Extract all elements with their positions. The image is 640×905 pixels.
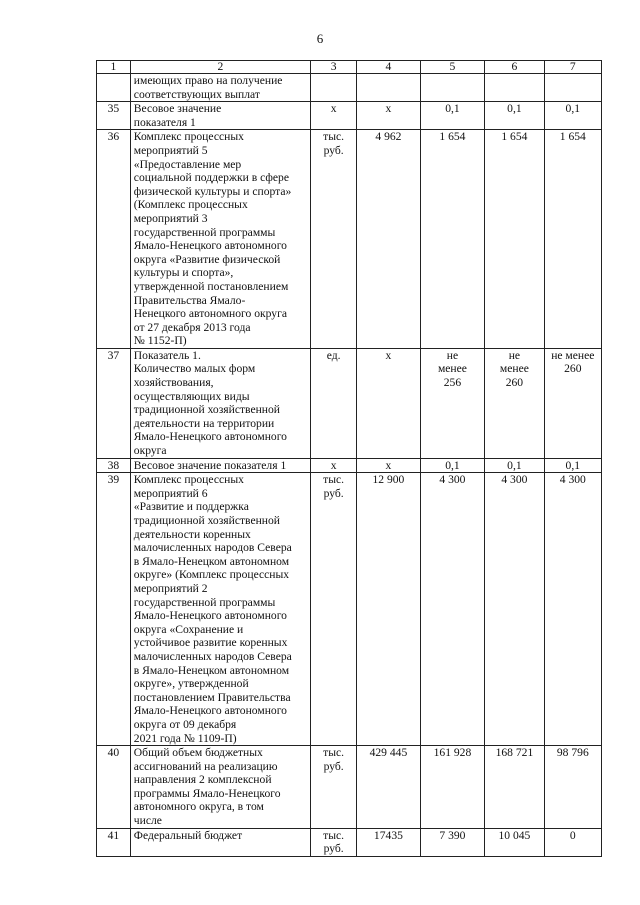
- indicator-name-cell: Федеральный бюджет: [130, 828, 310, 856]
- column-header: 2: [130, 61, 310, 74]
- table-row: [97, 102, 602, 130]
- unit-cell: [311, 74, 357, 102]
- value-year3-cell: не менее 260: [544, 348, 601, 458]
- row-number-cell: 38: [97, 458, 131, 473]
- value-year3-cell: [544, 74, 601, 102]
- column-header: 4: [357, 61, 421, 74]
- unit-cell: тыс. руб.: [311, 828, 357, 856]
- value-year1-cell: [420, 74, 485, 102]
- column-header: 3: [311, 61, 357, 74]
- value-total-cell: х: [357, 348, 421, 458]
- value-year3-cell: 98 796: [544, 746, 601, 829]
- data-table: [96, 60, 602, 857]
- value-total-cell: [357, 74, 421, 102]
- row-number-cell: 36: [97, 130, 131, 349]
- table-header-row: [97, 61, 602, 74]
- indicator-name-cell: Комплекс процессных мероприятий 6 «Развитие и поддержка традиционной хозяйственной деятельности коренных малочисленных народов Севера в Ямало-Ненецком автономном округе» (Комплекс процессных мероприятий 2 государственной программы Ямало-Ненецкого автономного округа «Сохранение и устойчивое развитие коренных малочисленных народов Севера в Ямало-Ненецком автономном округе», утвержденной постановлением Правительства Ямало-Ненецкого автономного округа от 09 декабря 2021 года № 1109-П): [130, 473, 310, 746]
- value-year2-cell: 0,1: [485, 458, 544, 473]
- table-row: [97, 746, 602, 829]
- row-number-cell: 39: [97, 473, 131, 746]
- value-total-cell: х: [357, 102, 421, 130]
- value-year3-cell: 0,1: [544, 458, 601, 473]
- row-number-cell: [97, 74, 131, 102]
- value-year3-cell: 4 300: [544, 473, 601, 746]
- row-number-cell: 41: [97, 828, 131, 856]
- row-number-cell: 37: [97, 348, 131, 458]
- row-number-cell: 35: [97, 102, 131, 130]
- indicator-name-cell: имеющих право на получение соответствующих выплат: [130, 74, 310, 102]
- value-year2-cell: 1 654: [485, 130, 544, 349]
- value-year2-cell: 4 300: [485, 473, 544, 746]
- value-total-cell: 429 445: [357, 746, 421, 829]
- indicator-name-cell: Показатель 1. Количество малых форм хозяйствования, осуществляющих виды традиционной хозяйственной деятельности на территории Ямало-Ненецкого автономного округа: [130, 348, 310, 458]
- value-year1-cell: 0,1: [420, 458, 485, 473]
- table-row: [97, 74, 602, 102]
- column-header: 5: [420, 61, 485, 74]
- page-number: 6: [316, 31, 324, 46]
- unit-cell: тыс. руб.: [311, 130, 357, 349]
- value-year3-cell: 1 654: [544, 130, 601, 349]
- value-total-cell: 4 962: [357, 130, 421, 349]
- table-row: [97, 828, 602, 856]
- value-total-cell: х: [357, 458, 421, 473]
- value-year2-cell: 168 721: [485, 746, 544, 829]
- value-year3-cell: 0: [544, 828, 601, 856]
- value-year1-cell: 161 928: [420, 746, 485, 829]
- value-year3-cell: 0,1: [544, 102, 601, 130]
- table-row: [97, 473, 602, 746]
- unit-cell: тыс. руб.: [311, 473, 357, 746]
- unit-cell: ед.: [311, 348, 357, 458]
- indicator-name-cell: Весовое значение показателя 1: [130, 458, 310, 473]
- unit-cell: х: [311, 458, 357, 473]
- indicator-name-cell: Весовое значение показателя 1: [130, 102, 310, 130]
- table-row: [97, 130, 602, 349]
- value-year2-cell: 0,1: [485, 102, 544, 130]
- unit-cell: х: [311, 102, 357, 130]
- value-year1-cell: 4 300: [420, 473, 485, 746]
- value-year1-cell: 1 654: [420, 130, 485, 349]
- value-year1-cell: не менее 256: [420, 348, 485, 458]
- value-year2-cell: [485, 74, 544, 102]
- value-total-cell: 12 900: [357, 473, 421, 746]
- value-total-cell: 17435: [357, 828, 421, 856]
- column-header: 7: [544, 61, 601, 74]
- column-header: 1: [97, 61, 131, 74]
- indicator-name-cell: Комплекс процессных мероприятий 5 «Предоставление мер социальной поддержки в сфере физической культуры и спорта» (Комплекс процессных мероприятий 3 государственной программы Ямало-Ненецкого автономного округа «Развитие физической культуры и спорта», утвержденной постановлением Правительства Ямало- Ненецкого автономного округа от 27 декабря 2013 года № 1152-П): [130, 130, 310, 349]
- table-row: [97, 348, 602, 458]
- column-header: 6: [485, 61, 544, 74]
- row-number-cell: 40: [97, 746, 131, 829]
- value-year2-cell: 10 045: [485, 828, 544, 856]
- value-year2-cell: не менее 260: [485, 348, 544, 458]
- table-row: [97, 458, 602, 473]
- unit-cell: тыс. руб.: [311, 746, 357, 829]
- value-year1-cell: 7 390: [420, 828, 485, 856]
- value-year1-cell: 0,1: [420, 102, 485, 130]
- indicator-name-cell: Общий объем бюджетных ассигнований на реализацию направления 2 комплексной программы Ямало-Ненецкого автономного округа, в том числе: [130, 746, 310, 829]
